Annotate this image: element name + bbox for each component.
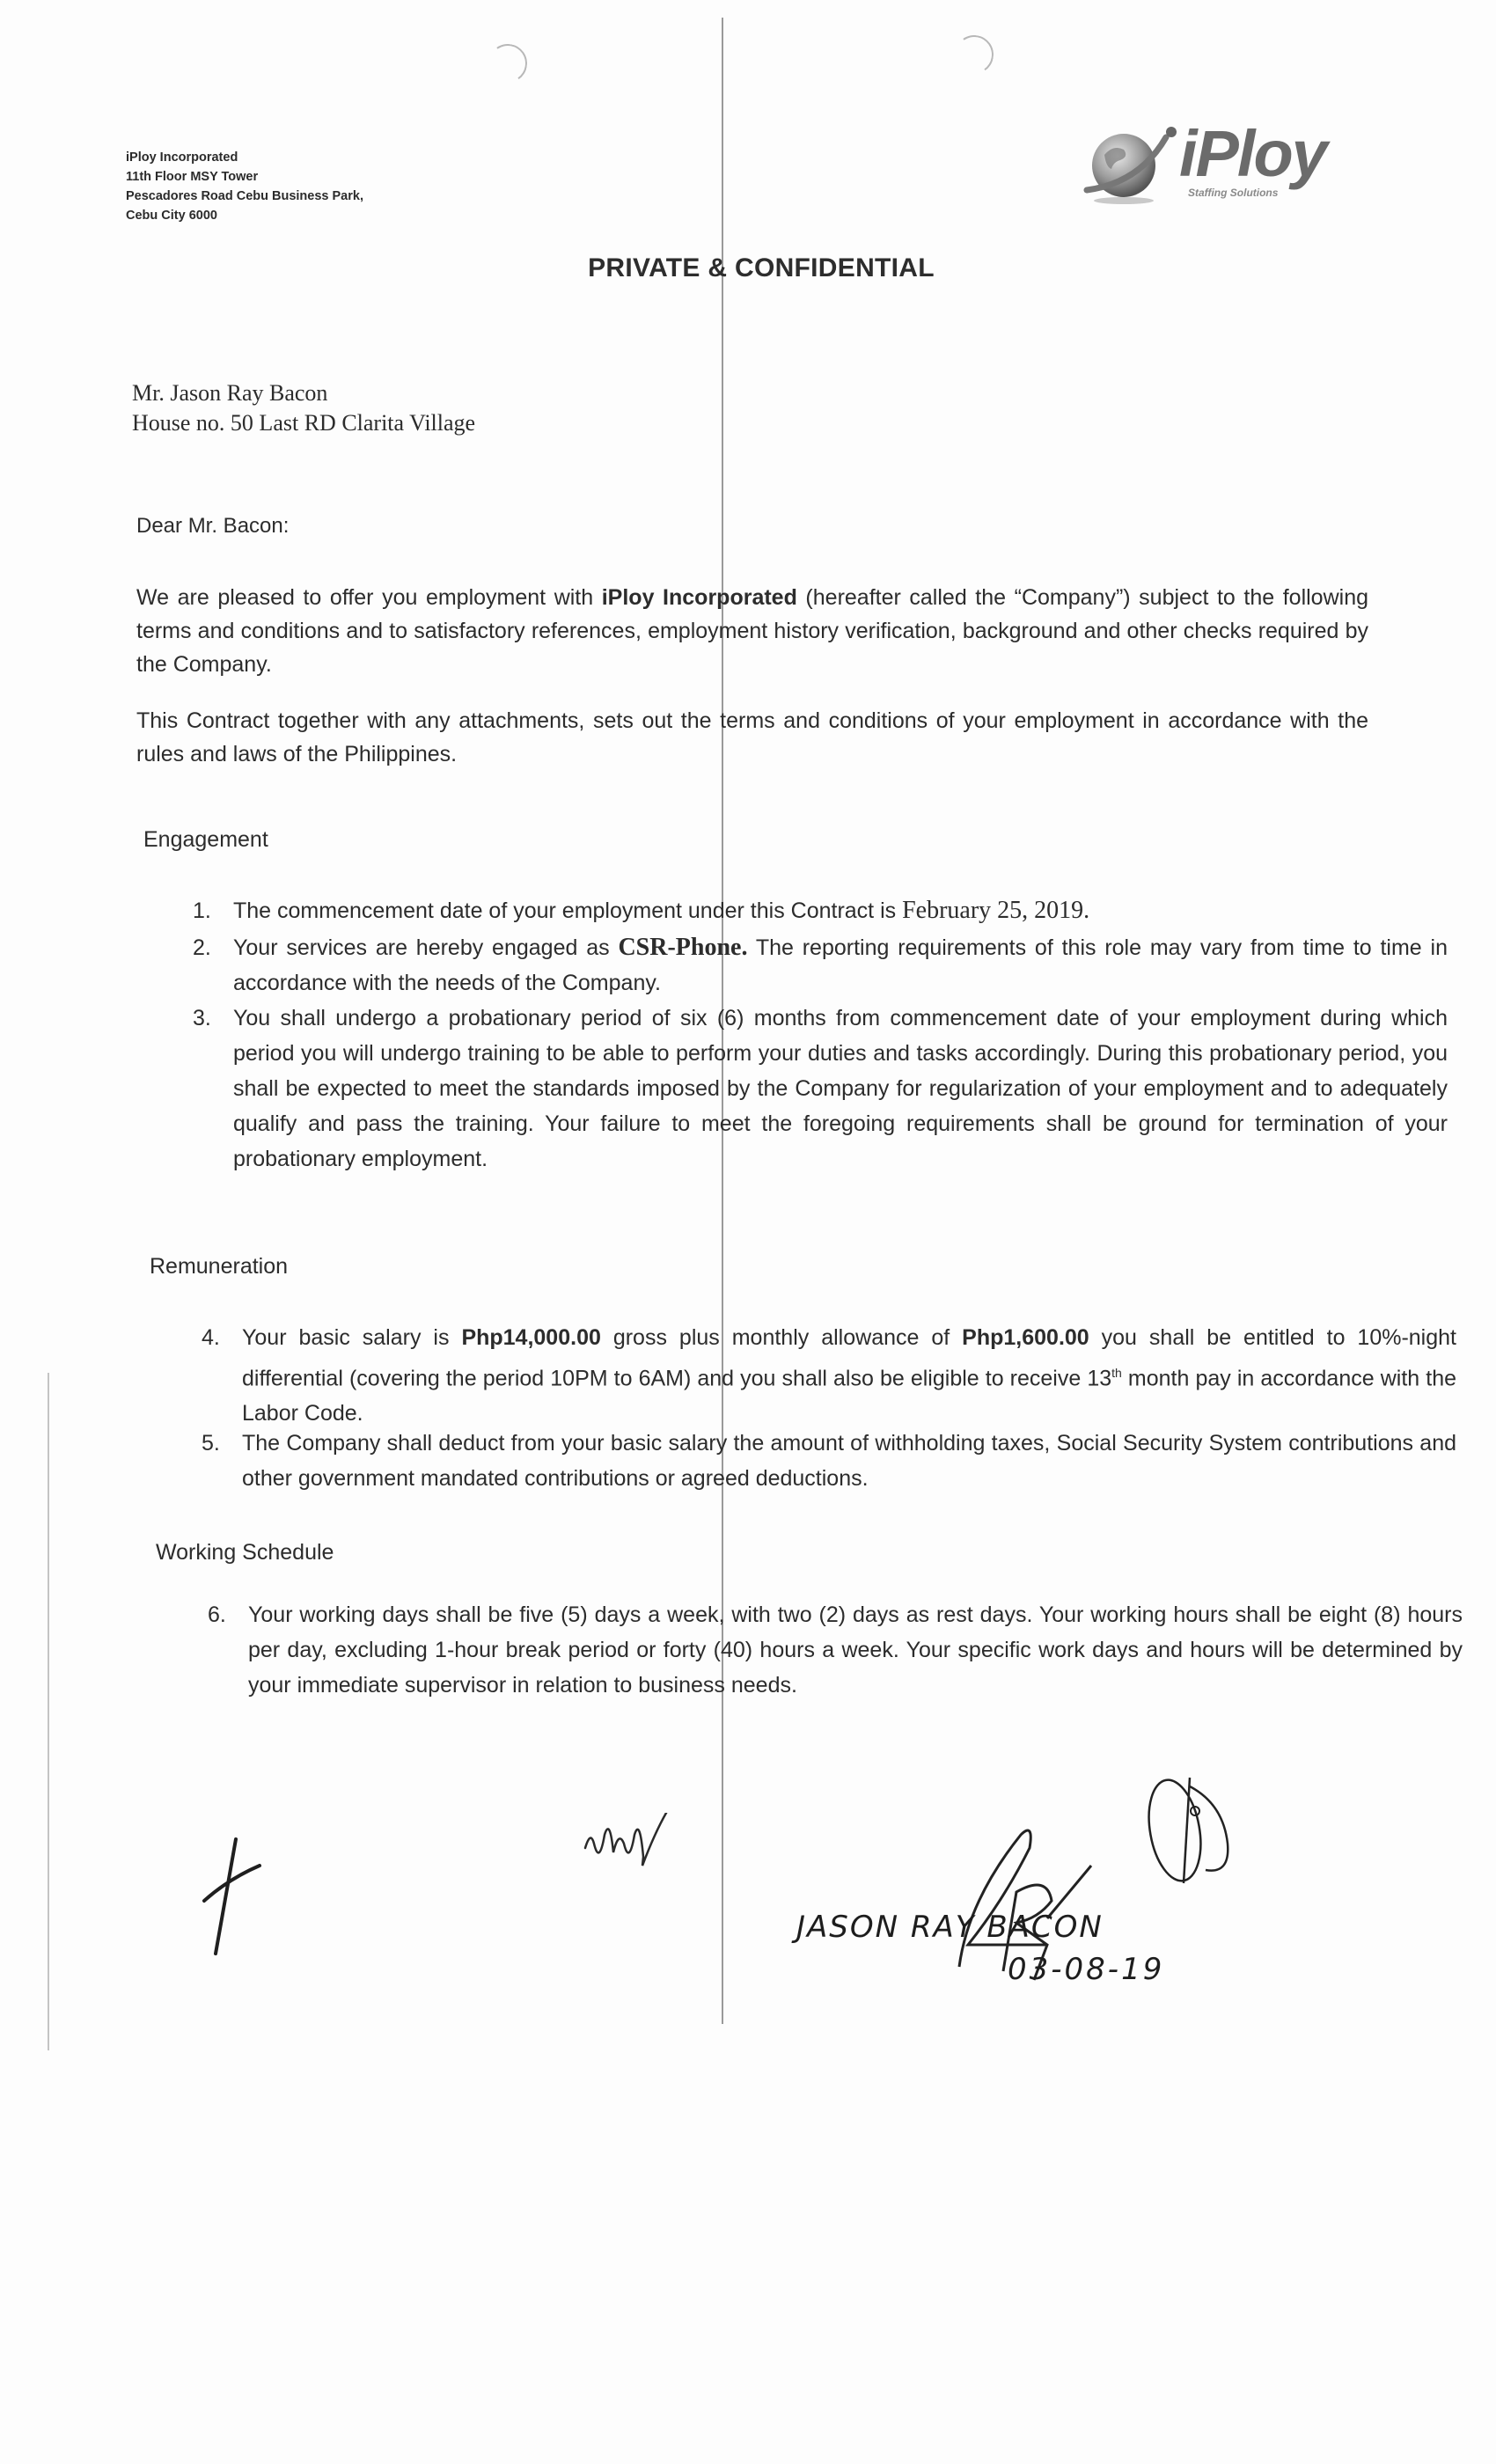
intro-paragraph: [136, 581, 1368, 681]
item-text: The reporting requirements of this role may vary from time to time in accordance with the needs of the Company.: [233, 935, 1448, 995]
globe-icon: [1078, 121, 1184, 205]
punch-hole-mark: [486, 41, 531, 86]
address-line: iPloy Incorporated: [126, 150, 238, 165]
page-edge-line: [48, 1373, 49, 2050]
item-text: Your working days shall be five (5) days a week, with two (2) days as rest days. Your working hours shall be eight (8) hours per day, excluding 1-hour break period or forty (40) hours a week. Your specific work days and hours will be determined by your immediate supervisor in relation to business needs.: [248, 1602, 1463, 1698]
recipient-address: House no. 50 Last RD Clarita Village: [132, 410, 476, 436]
company-name: iPloy Incorporated: [601, 585, 797, 610]
address-line: Cebu City 6000: [126, 209, 217, 223]
witness-signature: [1126, 1769, 1267, 1892]
initials-signature: [581, 1813, 686, 1901]
list-item: [208, 1597, 1463, 1703]
item-number: 4.: [202, 1325, 220, 1350]
recipient-block: [132, 378, 475, 438]
page-title: PRIVATE & CONFIDENTIAL: [588, 253, 935, 282]
item-text: You shall undergo a probationary period of six (6) months from commencement date of your employment during which period you will undergo training to be able to perform your duties and tasks accordingly. During this probationary period, you shall be expected to meet the standards imposed by the Company for regularization of your employment and to adequately qualify and pass the training. Your failure to meet the foregoing requirements shall be ground for termination of your probationary employment.: [233, 1006, 1448, 1171]
item-number: 3.: [193, 1006, 211, 1030]
recipient-name: Mr. Jason Ray Bacon: [132, 380, 328, 406]
company-logo: [1078, 117, 1333, 205]
item-text: Your services are hereby engaged as: [233, 935, 619, 960]
handwritten-name: JASON RAY BACON: [796, 1910, 1104, 1945]
paragraph-text: (hereafter called the “Company”) subject to the following terms and conditions and to satisfactory references, employment history verification, background and other checks required by the Company.: [136, 585, 1368, 677]
list-item: [202, 1320, 1456, 1431]
item-text: The Company shall deduct from your basic salary the amount of withholding taxes, Social Security System contributions and other government mandated contributions or agreed deductions.: [242, 1431, 1456, 1491]
item-text: gross plus monthly allowance of: [600, 1325, 963, 1350]
section-heading-working-schedule: Working Schedule: [156, 1540, 334, 1565]
paragraph-text: This Contract together with any attachments, sets out the terms and conditions of your employment in accordance with the rules and laws of the Philippines.: [136, 708, 1368, 766]
list-item: [193, 1001, 1448, 1177]
monthly-allowance: Php1,600.00: [962, 1325, 1089, 1350]
logo-tagline: Staffing Solutions: [1188, 187, 1279, 199]
salutation: Dear Mr. Bacon:: [136, 514, 290, 538]
item-text: month pay in accordance with the Labor Code.: [242, 1366, 1456, 1426]
signature-mark-cross: [176, 1822, 282, 1971]
item-text: you shall be entitled to 10%-night differential (covering the period 10PM to 6AM) and you shall also be eligible to receive 13: [242, 1325, 1456, 1391]
handwritten-date: 03-08-19: [1008, 1952, 1165, 1987]
item-number: 1.: [193, 898, 211, 923]
list-item: [193, 893, 1448, 928]
commencement-date: February 25, 2019.: [902, 897, 1090, 924]
list-item: [202, 1426, 1456, 1496]
list-item: [193, 930, 1448, 1001]
punch-hole-mark: [952, 33, 997, 77]
item-number: 5.: [202, 1431, 220, 1456]
address-line: Pescadores Road Cebu Business Park,: [126, 189, 363, 203]
basic-salary: Php14,000.00: [461, 1325, 601, 1350]
job-position: CSR-Phone.: [618, 934, 748, 961]
section-heading-engagement: Engagement: [143, 827, 268, 852]
item-text: Your basic salary is: [242, 1325, 462, 1350]
address-line: 11th Floor MSY Tower: [126, 170, 259, 184]
item-number: 6.: [208, 1602, 226, 1627]
company-address: [126, 148, 363, 225]
item-number: 2.: [193, 935, 211, 960]
intro-paragraph: [136, 704, 1368, 771]
superscript: th: [1111, 1366, 1122, 1380]
item-text: The commencement date of your employment under this Contract is: [233, 898, 903, 923]
logo-brand: iPloy: [1179, 117, 1326, 190]
paragraph-text: We are pleased to offer you employment with: [136, 585, 602, 610]
section-heading-remuneration: Remuneration: [150, 1254, 289, 1279]
